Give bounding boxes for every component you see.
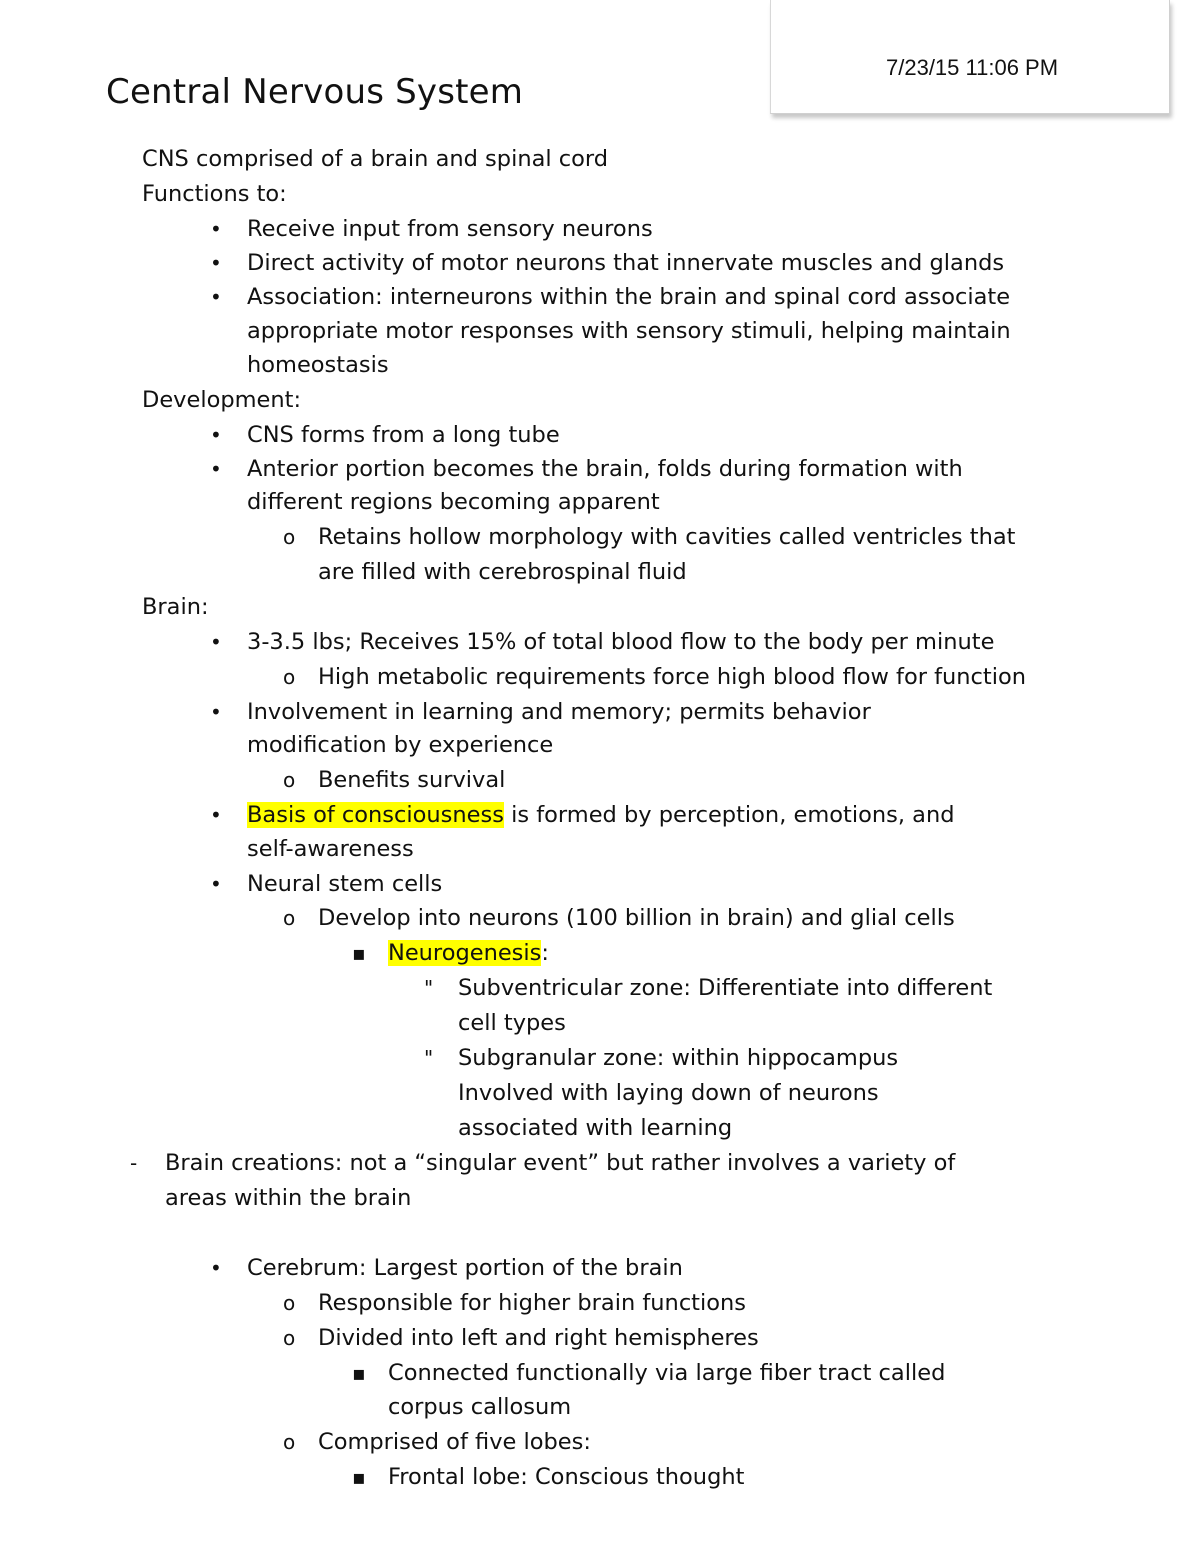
highlighted-term: Neurogenesis <box>388 940 542 966</box>
note-text: Retains hollow morphology with cavities called ventricles that <box>318 524 1016 550</box>
note-text: Receive input from sensory neurons <box>247 216 653 242</box>
note-line <box>247 1253 683 1283</box>
note-line <box>142 385 301 415</box>
note-text: appropriate motor responses with sensory stimuli, helping maintain <box>247 318 1011 344</box>
note-line <box>247 834 414 864</box>
bullet-marker: o <box>283 768 296 792</box>
note-line <box>247 214 653 244</box>
note-line <box>458 1008 566 1038</box>
note-line <box>247 730 553 760</box>
note-text: different regions becoming apparent <box>247 489 660 515</box>
note-text: 3-3.5 lbs; Receives 15% of total blood flow to the body per minute <box>247 629 995 655</box>
note-text: is formed by perception, emotions, and <box>503 802 955 828</box>
bullet-marker: • <box>210 630 222 654</box>
note-text: Involved with laying down of neurons <box>458 1080 879 1106</box>
note-line <box>165 1148 955 1178</box>
note-line <box>458 1113 732 1143</box>
note-line <box>388 1462 744 1492</box>
bullet-marker: o <box>283 1291 296 1315</box>
timestamp: 7/23/15 11:06 PM <box>886 55 1059 80</box>
note-text: Comprised of five lobes: <box>318 1429 591 1455</box>
bullet-marker: " <box>424 1046 434 1070</box>
note-text: High metabolic requirements force high blood flow for function <box>318 664 1027 690</box>
note-text: Anterior portion becomes the brain, folds during formation with <box>247 456 963 482</box>
note-line <box>142 179 287 209</box>
note-text: cell types <box>458 1010 566 1036</box>
note-text: are filled with cerebrospinal fluid <box>318 559 687 585</box>
note-line <box>247 350 389 380</box>
note-text: Brain creations: not a “singular event” but rather involves a variety of <box>165 1150 956 1176</box>
note-text: self-awareness <box>247 836 414 862</box>
note-text: Frontal lobe: Conscious thought <box>388 1464 745 1490</box>
note-text: : <box>541 940 549 966</box>
note-line <box>318 765 505 795</box>
bullet-marker: ▪ <box>352 941 366 965</box>
note-text: associated with learning <box>458 1115 733 1141</box>
note-text: Divided into left and right hemispheres <box>318 1325 759 1351</box>
bullet-marker: • <box>210 285 222 309</box>
note-text: Neural stem cells <box>247 871 443 897</box>
bullet-marker: - <box>130 1151 138 1175</box>
note-line <box>247 697 871 727</box>
bullet-marker: o <box>283 665 296 689</box>
note-text: areas within the brain <box>165 1185 412 1211</box>
bullet-marker: • <box>210 457 222 481</box>
note-line <box>388 1392 571 1422</box>
note-line <box>142 144 608 174</box>
timestamp-box <box>770 0 1170 114</box>
note-line <box>318 662 1026 692</box>
note-line <box>247 454 963 484</box>
note-line <box>388 1358 945 1388</box>
note-line <box>318 1427 591 1457</box>
note-line <box>318 1288 746 1318</box>
note-text: Functions to: <box>142 181 287 207</box>
note-text: Cerebrum: Largest portion of the brain <box>247 1255 683 1281</box>
bullet-marker: ▪ <box>352 1465 366 1489</box>
note-text: Association: interneurons within the brain and spinal cord associate <box>247 284 1011 310</box>
note-line <box>318 557 687 587</box>
note-line <box>247 627 994 657</box>
note-line <box>388 938 549 968</box>
note-line <box>142 592 209 622</box>
page-title: Central Nervous System <box>106 72 524 112</box>
bullet-marker: " <box>424 976 434 1000</box>
note-line <box>247 420 560 450</box>
note-text: homeostasis <box>247 352 389 378</box>
note-text: Benefits survival <box>318 767 506 793</box>
note-line <box>458 1043 898 1073</box>
note-text: Direct activity of motor neurons that innervate muscles and glands <box>247 250 1005 276</box>
note-text: corpus callosum <box>388 1394 572 1420</box>
note-line <box>247 869 442 899</box>
note-line <box>247 282 1010 312</box>
highlighted-term: Basis of consciousness <box>247 802 504 828</box>
note-line <box>458 1078 879 1108</box>
note-text: Involvement in learning and memory; permits behavior <box>247 699 871 725</box>
bullet-marker: • <box>210 1256 222 1280</box>
bullet-marker: • <box>210 217 222 241</box>
bullet-marker: • <box>210 423 222 447</box>
note-line <box>247 800 954 830</box>
bullet-marker: o <box>283 525 296 549</box>
note-line <box>247 487 660 517</box>
note-line <box>247 248 1004 278</box>
bullet-marker: • <box>210 700 222 724</box>
bullet-marker: o <box>283 906 296 930</box>
note-line <box>318 522 1015 552</box>
note-text: Connected functionally via large fiber tract called <box>388 1360 946 1386</box>
bullet-marker: • <box>210 872 222 896</box>
note-text: Subgranular zone: within hippocampus <box>458 1045 899 1071</box>
note-text: CNS comprised of a brain and spinal cord <box>142 146 609 172</box>
note-line <box>247 316 1011 346</box>
bullet-marker: o <box>283 1326 296 1350</box>
bullet-marker: • <box>210 803 222 827</box>
note-text: Develop into neurons (100 billion in brain) and glial cells <box>318 905 955 931</box>
note-line <box>165 1183 411 1213</box>
bullet-marker: ▪ <box>352 1361 366 1385</box>
note-line <box>458 973 992 1003</box>
note-text: Development: <box>142 387 302 413</box>
note-line <box>318 903 955 933</box>
note-text: Subventricular zone: Differentiate into different <box>458 975 993 1001</box>
bullet-marker: o <box>283 1430 296 1454</box>
note-text: CNS forms from a long tube <box>247 422 560 448</box>
note-text: Responsible for higher brain functions <box>318 1290 747 1316</box>
bullet-marker: • <box>210 251 222 275</box>
note-text: Brain: <box>142 594 209 620</box>
note-line <box>318 1323 759 1353</box>
note-text: modification by experience <box>247 732 554 758</box>
